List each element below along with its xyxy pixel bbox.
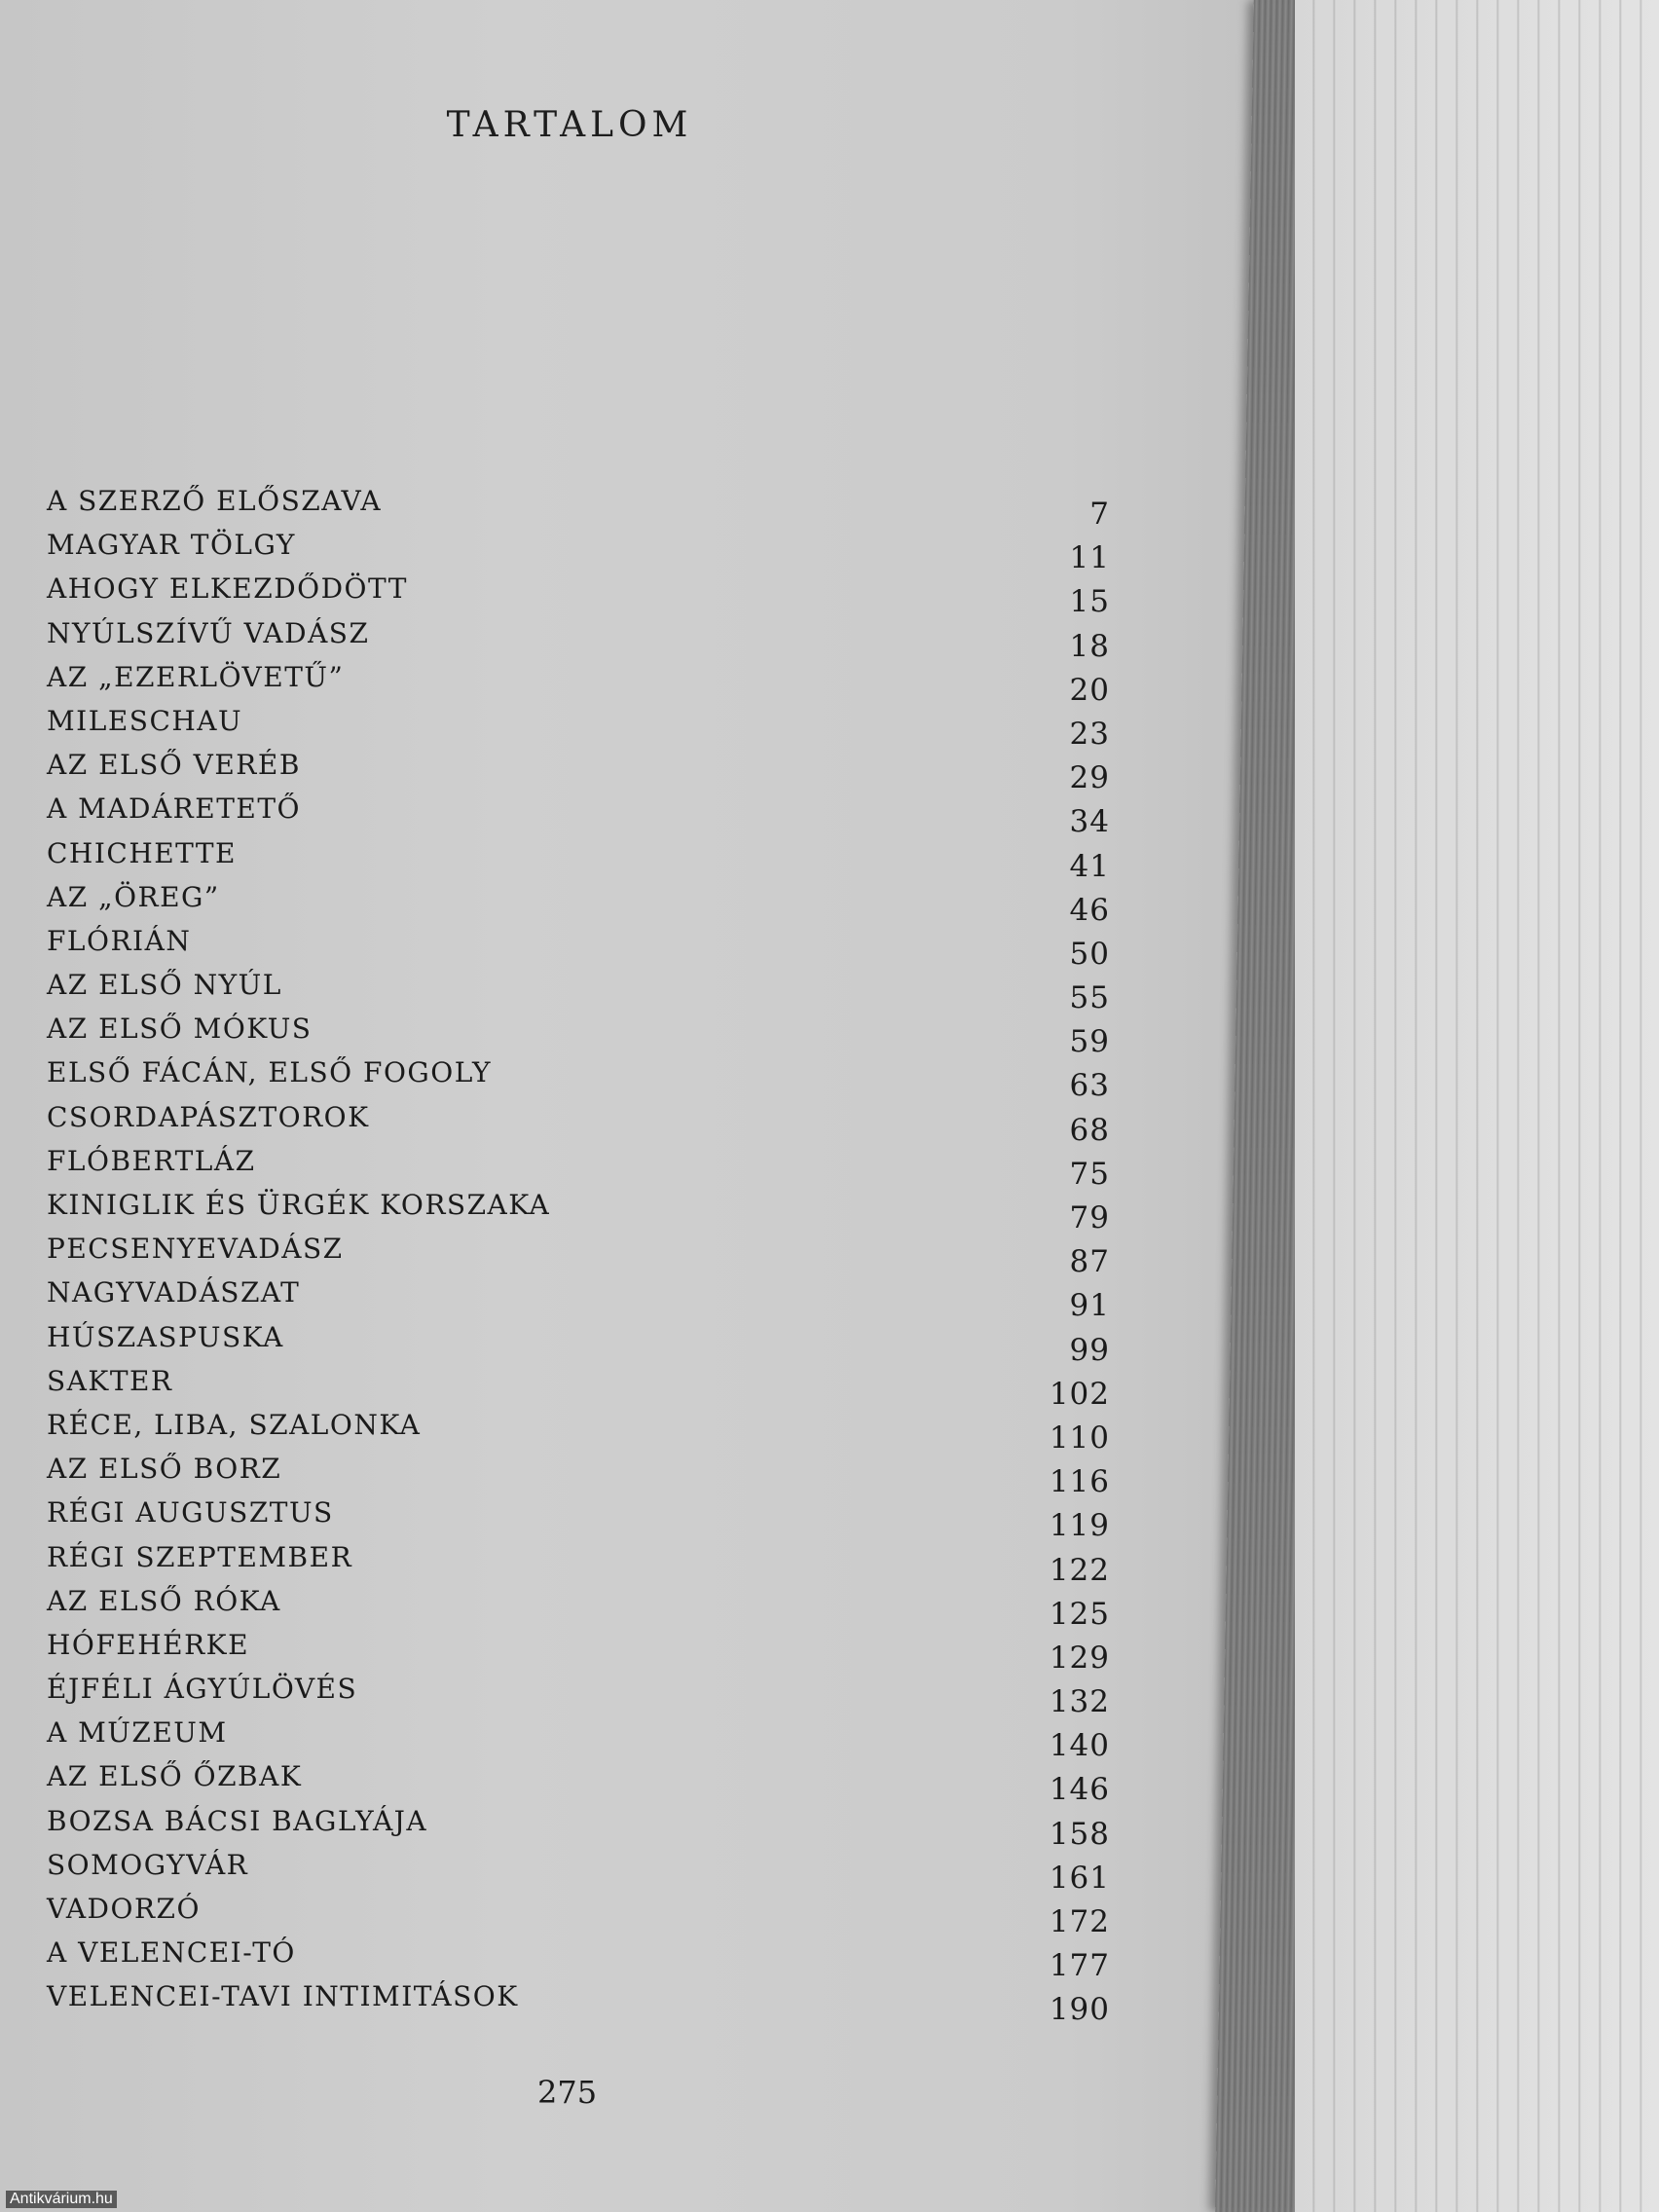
toc-entry-title: HÚSZASPUSKA xyxy=(47,1320,284,1353)
toc-entry xyxy=(47,963,1110,1016)
toc-entry-page-number: 18 xyxy=(1069,628,1110,664)
toc-entry-page-number: 75 xyxy=(1069,1156,1110,1192)
toc-entry-page-number: 63 xyxy=(1069,1068,1110,1104)
toc-entry xyxy=(47,1403,1110,1456)
toc-entry-title: ELSŐ FÁCÁN, ELSŐ FOGOLY xyxy=(47,1056,493,1089)
table-of-contents xyxy=(47,479,1110,2028)
toc-entry xyxy=(47,1974,1110,2028)
toc-entry xyxy=(47,1535,1110,1588)
toc-entry-page-number: 146 xyxy=(1049,1772,1110,1808)
toc-entry-title: ÉJFÉLI ÁGYÚLÖVÉS xyxy=(47,1673,358,1706)
toc-entry-title: A MADÁRETETŐ xyxy=(47,793,301,826)
toc-entry xyxy=(47,1931,1110,1984)
toc-entry-page-number: 91 xyxy=(1069,1288,1110,1324)
toc-entry xyxy=(47,1579,1110,1632)
toc-entry xyxy=(47,699,1110,752)
toc-entry-title: AZ ELSŐ NYÚL xyxy=(47,969,282,1002)
toc-entry-page-number: 59 xyxy=(1069,1024,1110,1060)
toc-entry xyxy=(47,1799,1110,1852)
toc-entry-page-number: 79 xyxy=(1069,1200,1110,1235)
toc-entry-page-number: 190 xyxy=(1049,1992,1110,2028)
toc-entry-page-number: 11 xyxy=(1069,540,1110,576)
toc-entry-title: A VELENCEI-TÓ xyxy=(47,1936,296,1970)
toc-entry-page-number: 119 xyxy=(1049,1508,1110,1544)
toc-entry xyxy=(47,567,1110,620)
toc-entry-title: RÉCE, LIBA, SZALONKA xyxy=(47,1408,422,1441)
toc-entry-title: CHICHETTE xyxy=(47,836,237,869)
toc-entry-page-number: 23 xyxy=(1069,716,1110,752)
toc-entry xyxy=(47,655,1110,708)
toc-entry xyxy=(47,1139,1110,1192)
toc-entry-page-number: 41 xyxy=(1069,848,1110,884)
toc-entry-page-number: 34 xyxy=(1069,804,1110,840)
toc-entry-title: A MÚZEUM xyxy=(47,1716,228,1750)
toc-entry-title: PECSENYEVADÁSZ xyxy=(47,1233,344,1266)
toc-entry-title: VELENCEI-TAVI INTIMITÁSOK xyxy=(47,1980,519,2013)
toc-entry xyxy=(47,919,1110,972)
watermark: Antikvárium.hu xyxy=(6,2191,117,2208)
toc-entry-page-number: 110 xyxy=(1049,1419,1110,1456)
toc-entry-title: AZ ELSŐ VERÉB xyxy=(47,749,301,782)
toc-entry-title: BOZSA BÁCSI BAGLYÁJA xyxy=(47,1804,428,1837)
toc-entry xyxy=(47,1711,1110,1764)
toc-entry-page-number: 50 xyxy=(1069,936,1110,972)
toc-entry-page-number: 132 xyxy=(1049,1684,1110,1720)
toc-entry xyxy=(47,1447,1110,1500)
toc-entry-title: CSORDAPÁSZTOROK xyxy=(47,1100,370,1133)
toc-entry xyxy=(47,1491,1110,1544)
toc-entry xyxy=(47,523,1110,576)
toc-entry-title: AZ ELSŐ MÓKUS xyxy=(47,1013,313,1046)
toc-entry-title: AZ „EZERLÖVETŰ” xyxy=(47,660,345,693)
toc-entry xyxy=(47,611,1110,664)
toc-entry xyxy=(47,1315,1110,1368)
toc-entry-page-number: 55 xyxy=(1069,980,1110,1016)
toc-entry xyxy=(47,1843,1110,1896)
toc-entry-page-number: 68 xyxy=(1069,1112,1110,1148)
page-number: 275 xyxy=(537,2074,598,2111)
toc-entry xyxy=(47,787,1110,840)
toc-entry-title: AZ ELSŐ ŐZBAK xyxy=(47,1760,303,1793)
toc-entry-page-number: 158 xyxy=(1049,1816,1110,1852)
toc-entry-title: NAGYVADÁSZAT xyxy=(47,1276,301,1309)
toc-entry-page-number: 7 xyxy=(1089,497,1110,532)
toc-entry-page-number: 99 xyxy=(1069,1332,1110,1368)
toc-entry-title: HÓFEHÉRKE xyxy=(47,1628,250,1661)
toc-entry-page-number: 172 xyxy=(1049,1904,1110,1939)
toc-entry-page-number: 122 xyxy=(1049,1552,1110,1588)
toc-entry xyxy=(47,1007,1110,1060)
toc-entry-title: A SZERZŐ ELŐSZAVA xyxy=(47,485,383,517)
toc-entry-title: FLÓBERTLÁZ xyxy=(47,1144,256,1177)
toc-entry-page-number: 161 xyxy=(1049,1860,1110,1896)
toc-entry xyxy=(47,831,1110,884)
toc-entry-title: MILESCHAU xyxy=(47,704,243,737)
toc-entry xyxy=(47,1095,1110,1148)
toc-entry-title: SAKTER xyxy=(47,1364,173,1397)
toc-entry-page-number: 15 xyxy=(1069,584,1110,620)
page-title: TARTALOM xyxy=(446,105,693,145)
toc-entry-page-number: 125 xyxy=(1049,1596,1110,1632)
toc-entry-page-number: 46 xyxy=(1069,892,1110,928)
toc-entry-page-number: 87 xyxy=(1069,1244,1110,1280)
table-surface xyxy=(1295,0,1659,2212)
toc-entry-page-number: 129 xyxy=(1049,1640,1110,1676)
toc-entry-title: AZ „ÖREG” xyxy=(47,880,220,913)
toc-entry-title: FLÓRIÁN xyxy=(47,924,192,957)
toc-entry-title: NYÚLSZÍVŰ VADÁSZ xyxy=(47,616,370,649)
toc-entry-page-number: 29 xyxy=(1069,760,1110,796)
toc-entry-title: RÉGI SZEPTEMBER xyxy=(47,1540,353,1573)
toc-entry xyxy=(47,1667,1110,1720)
toc-entry-title: AZ ELSŐ BORZ xyxy=(47,1453,282,1486)
toc-entry-title: AHOGY ELKEZDŐDÖTT xyxy=(47,572,408,606)
toc-entry xyxy=(47,1359,1110,1412)
toc-entry-page-number: 102 xyxy=(1049,1376,1110,1412)
toc-entry xyxy=(47,1183,1110,1235)
toc-entry xyxy=(47,1623,1110,1676)
toc-entry-page-number: 140 xyxy=(1049,1728,1110,1764)
toc-entry xyxy=(47,743,1110,796)
toc-entry xyxy=(47,1051,1110,1104)
toc-entry xyxy=(47,1887,1110,1939)
toc-entry-title: RÉGI AUGUSZTUS xyxy=(47,1496,334,1530)
toc-entry-page-number: 116 xyxy=(1049,1464,1110,1500)
toc-entry xyxy=(47,1754,1110,1808)
toc-entry xyxy=(47,479,1110,532)
toc-entry-title: VADORZÓ xyxy=(47,1893,201,1925)
toc-entry-title: SOMOGYVÁR xyxy=(47,1848,249,1881)
toc-entry xyxy=(47,875,1110,928)
toc-entry-page-number: 177 xyxy=(1049,1948,1110,1984)
toc-entry-title: MAGYAR TÖLGY xyxy=(47,529,296,562)
toc-entry xyxy=(47,1271,1110,1324)
toc-entry-title: AZ ELSŐ RÓKA xyxy=(47,1584,281,1617)
toc-entry xyxy=(47,1227,1110,1280)
toc-entry-title: KINIGLIK ÉS ÜRGÉK KORSZAKA xyxy=(47,1189,551,1221)
toc-entry-page-number: 20 xyxy=(1069,672,1110,708)
